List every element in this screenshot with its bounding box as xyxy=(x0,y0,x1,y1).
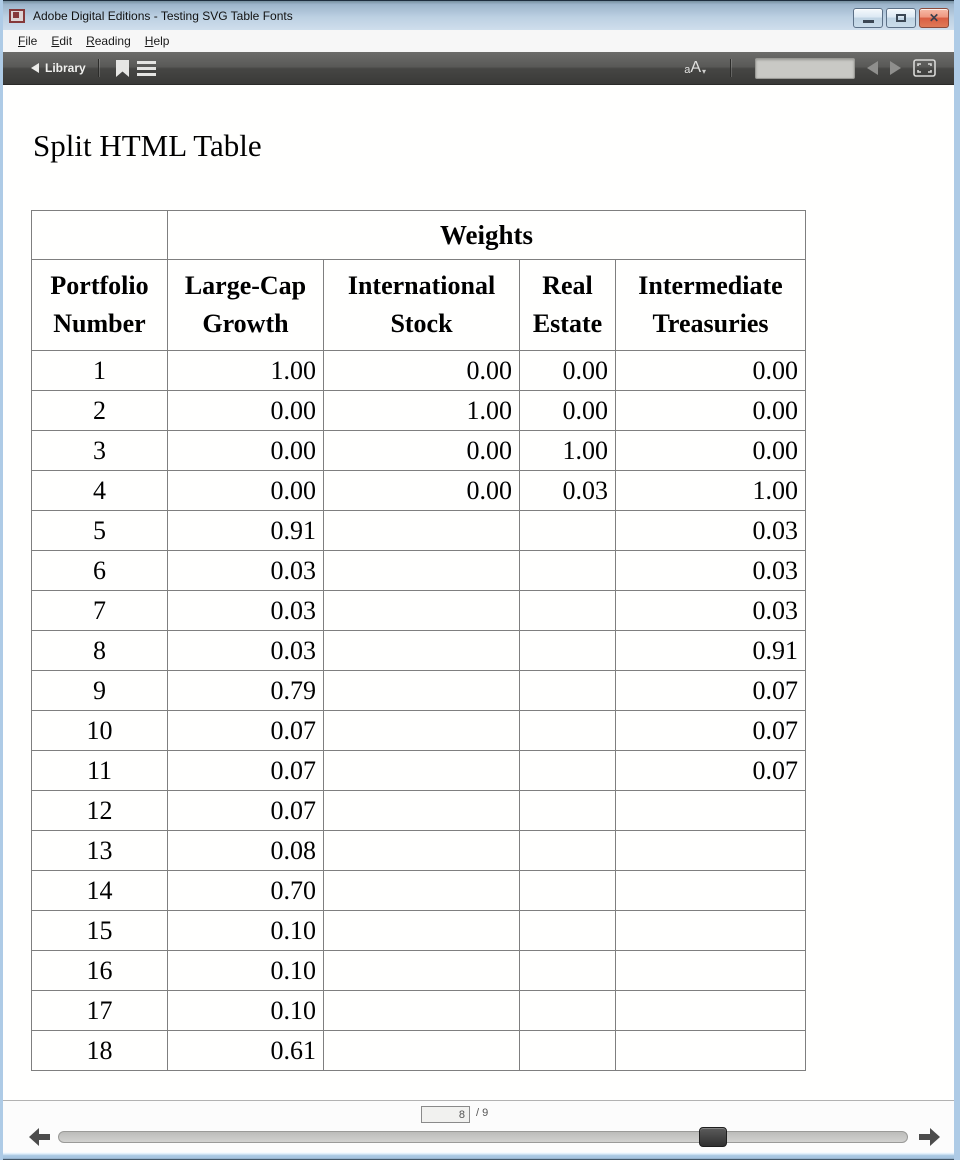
table-row xyxy=(32,351,806,391)
portfolio-number-cell: 14 xyxy=(32,871,168,911)
weight-value-cell xyxy=(520,631,616,671)
chevron-down-icon: ▾ xyxy=(701,67,706,76)
weight-value-cell: 0.07 xyxy=(168,711,324,751)
weight-value-cell: 0.61 xyxy=(168,1031,324,1071)
column-header: Portfolio Number xyxy=(32,260,168,351)
weight-value-cell xyxy=(324,511,520,551)
title-bar xyxy=(3,0,954,30)
portfolio-number-cell: 5 xyxy=(32,511,168,551)
weight-value-cell xyxy=(324,871,520,911)
weight-value-cell: 0.07 xyxy=(168,751,324,791)
table-row xyxy=(32,211,806,260)
table-row xyxy=(32,260,806,351)
weight-value-cell: 0.91 xyxy=(616,631,806,671)
weight-value-cell xyxy=(324,551,520,591)
table-corner-blank xyxy=(32,211,168,260)
weight-value-cell: 1.00 xyxy=(168,351,324,391)
table-row xyxy=(32,1031,806,1071)
weight-value-cell xyxy=(616,1031,806,1071)
portfolio-number-cell: 8 xyxy=(32,631,168,671)
weight-value-cell: 0.00 xyxy=(616,351,806,391)
weight-value-cell: 0.79 xyxy=(168,671,324,711)
weight-value-cell: 0.07 xyxy=(616,751,806,791)
maximize-icon xyxy=(896,14,906,22)
prev-page-icon[interactable] xyxy=(867,61,878,75)
weight-value-cell: 0.07 xyxy=(616,711,806,751)
weight-value-cell xyxy=(520,791,616,831)
portfolio-number-cell: 10 xyxy=(32,711,168,751)
table-row xyxy=(32,511,806,551)
weight-value-cell: 1.00 xyxy=(520,431,616,471)
weight-value-cell xyxy=(616,871,806,911)
portfolio-number-cell: 11 xyxy=(32,751,168,791)
weight-value-cell xyxy=(324,631,520,671)
menu-item-help[interactable]: Help xyxy=(144,34,170,48)
table-row xyxy=(32,711,806,751)
weight-value-cell xyxy=(616,951,806,991)
search-input[interactable] xyxy=(755,58,855,79)
font-size-button[interactable]: a A ▾ xyxy=(684,59,706,76)
portfolio-number-cell: 3 xyxy=(32,431,168,471)
fullscreen-icon[interactable] xyxy=(913,59,936,77)
weight-value-cell xyxy=(520,1031,616,1071)
menu-item-edit[interactable]: Edit xyxy=(51,34,73,48)
weight-value-cell xyxy=(520,711,616,751)
table-row xyxy=(32,551,806,591)
weight-value-cell xyxy=(520,751,616,791)
weight-value-cell xyxy=(324,911,520,951)
weight-value-cell xyxy=(324,991,520,1031)
table-row xyxy=(32,471,806,511)
page-slider-track[interactable] xyxy=(58,1131,908,1143)
weight-value-cell xyxy=(324,1031,520,1071)
table-row xyxy=(32,671,806,711)
table-row xyxy=(32,431,806,471)
weight-value-cell xyxy=(520,951,616,991)
weight-value-cell xyxy=(324,711,520,751)
weight-value-cell xyxy=(616,831,806,871)
table-row xyxy=(32,751,806,791)
page-number-input[interactable] xyxy=(421,1106,470,1123)
weight-value-cell: 0.00 xyxy=(168,471,324,511)
weights-table xyxy=(31,210,806,1071)
table-row xyxy=(32,631,806,671)
weights-group-header: Weights xyxy=(168,211,806,260)
weight-value-cell: 0.07 xyxy=(168,791,324,831)
portfolio-number-cell: 16 xyxy=(32,951,168,991)
window-bottom-edge xyxy=(3,1152,954,1160)
weight-value-cell: 0.03 xyxy=(168,591,324,631)
library-button[interactable] xyxy=(31,61,86,75)
toolbar-separator xyxy=(98,59,99,77)
weight-value-cell xyxy=(324,791,520,831)
weight-value-cell xyxy=(520,511,616,551)
portfolio-number-cell: 15 xyxy=(32,911,168,951)
weight-value-cell: 0.00 xyxy=(324,431,520,471)
weight-value-cell xyxy=(616,791,806,831)
weight-value-cell xyxy=(520,831,616,871)
toolbar-right-group xyxy=(684,58,936,79)
window-controls xyxy=(853,8,949,28)
weight-value-cell: 1.00 xyxy=(324,391,520,431)
weight-value-cell: 0.00 xyxy=(324,351,520,391)
window-title: Adobe Digital Editions - Testing SVG Table Fonts xyxy=(33,8,293,23)
table-row xyxy=(32,591,806,631)
table-row xyxy=(32,991,806,1031)
next-page-icon[interactable] xyxy=(890,61,901,75)
weight-value-cell: 0.00 xyxy=(520,351,616,391)
table-row xyxy=(32,911,806,951)
weight-value-cell: 0.00 xyxy=(616,391,806,431)
menu-bar xyxy=(3,30,954,52)
next-page-arrow[interactable] xyxy=(918,1127,940,1147)
weight-value-cell: 0.03 xyxy=(520,471,616,511)
weight-value-cell: 0.10 xyxy=(168,911,324,951)
portfolio-number-cell: 13 xyxy=(32,831,168,871)
weight-value-cell xyxy=(616,911,806,951)
reading-toolbar xyxy=(3,52,954,85)
back-triangle-icon xyxy=(31,63,39,73)
weight-value-cell xyxy=(324,831,520,871)
weight-value-cell: 0.08 xyxy=(168,831,324,871)
weight-value-cell xyxy=(520,551,616,591)
maximize-button[interactable] xyxy=(886,8,916,28)
reading-area xyxy=(3,85,954,1100)
weight-value-cell: 0.70 xyxy=(168,871,324,911)
close-icon: ✕ xyxy=(928,11,940,25)
weight-value-cell: 0.03 xyxy=(168,551,324,591)
weight-value-cell: 0.00 xyxy=(168,391,324,431)
toc-button[interactable] xyxy=(135,57,159,79)
weight-value-cell: 0.07 xyxy=(616,671,806,711)
weight-value-cell xyxy=(324,951,520,991)
weight-value-cell xyxy=(616,991,806,1031)
column-header: Real Estate xyxy=(520,260,616,351)
column-header: International Stock xyxy=(324,260,520,351)
weight-value-cell: 0.10 xyxy=(168,991,324,1031)
close-button[interactable] xyxy=(919,8,949,28)
weight-value-cell xyxy=(520,911,616,951)
page-title: Split HTML Table xyxy=(33,128,262,163)
weight-value-cell xyxy=(520,591,616,631)
portfolio-number-cell: 2 xyxy=(32,391,168,431)
portfolio-number-cell: 4 xyxy=(32,471,168,511)
portfolio-number-cell: 7 xyxy=(32,591,168,631)
table-row xyxy=(32,951,806,991)
minimize-button[interactable] xyxy=(853,8,883,28)
portfolio-number-cell: 1 xyxy=(32,351,168,391)
library-label: Library xyxy=(45,61,86,75)
weight-value-cell xyxy=(520,671,616,711)
weight-value-cell xyxy=(324,671,520,711)
page-navigation-bar xyxy=(3,1100,954,1152)
minimize-icon xyxy=(863,20,874,23)
page-slider-handle[interactable] xyxy=(699,1127,727,1147)
app-icon xyxy=(9,9,25,23)
column-header: Intermediate Treasuries xyxy=(616,260,806,351)
weight-value-cell xyxy=(324,751,520,791)
weight-value-cell: 0.03 xyxy=(168,631,324,671)
weight-value-cell: 0.00 xyxy=(324,471,520,511)
toc-list-icon xyxy=(137,61,156,76)
bookmark-button[interactable] xyxy=(111,57,135,79)
weight-value-cell: 0.03 xyxy=(616,511,806,551)
portfolio-number-cell: 12 xyxy=(32,791,168,831)
font-size-icon: a xyxy=(684,64,691,76)
table-row xyxy=(32,391,806,431)
portfolio-number-cell: 6 xyxy=(32,551,168,591)
toolbar-separator xyxy=(730,59,731,77)
weight-value-cell: 0.91 xyxy=(168,511,324,551)
bookmark-icon xyxy=(116,60,129,77)
table-row xyxy=(32,831,806,871)
weight-value-cell: 0.00 xyxy=(168,431,324,471)
previous-page-arrow[interactable] xyxy=(29,1127,51,1147)
weight-value-cell xyxy=(520,991,616,1031)
portfolio-number-cell: 17 xyxy=(32,991,168,1031)
menu-item-reading[interactable]: Reading xyxy=(86,34,131,48)
table-row xyxy=(32,791,806,831)
page-total-label: / 9 xyxy=(476,1107,489,1119)
table-row xyxy=(32,871,806,911)
weight-value-cell xyxy=(520,871,616,911)
weight-value-cell: 0.00 xyxy=(520,391,616,431)
menu-item-file[interactable]: File xyxy=(18,34,38,48)
weight-value-cell: 0.03 xyxy=(616,591,806,631)
weight-value-cell: 0.10 xyxy=(168,951,324,991)
portfolio-number-cell: 9 xyxy=(32,671,168,711)
weight-value-cell: 1.00 xyxy=(616,471,806,511)
portfolio-number-cell: 18 xyxy=(32,1031,168,1071)
weight-value-cell: 0.00 xyxy=(616,431,806,471)
weight-value-cell xyxy=(324,591,520,631)
weight-value-cell: 0.03 xyxy=(616,551,806,591)
column-header: Large-Cap Growth xyxy=(168,260,324,351)
